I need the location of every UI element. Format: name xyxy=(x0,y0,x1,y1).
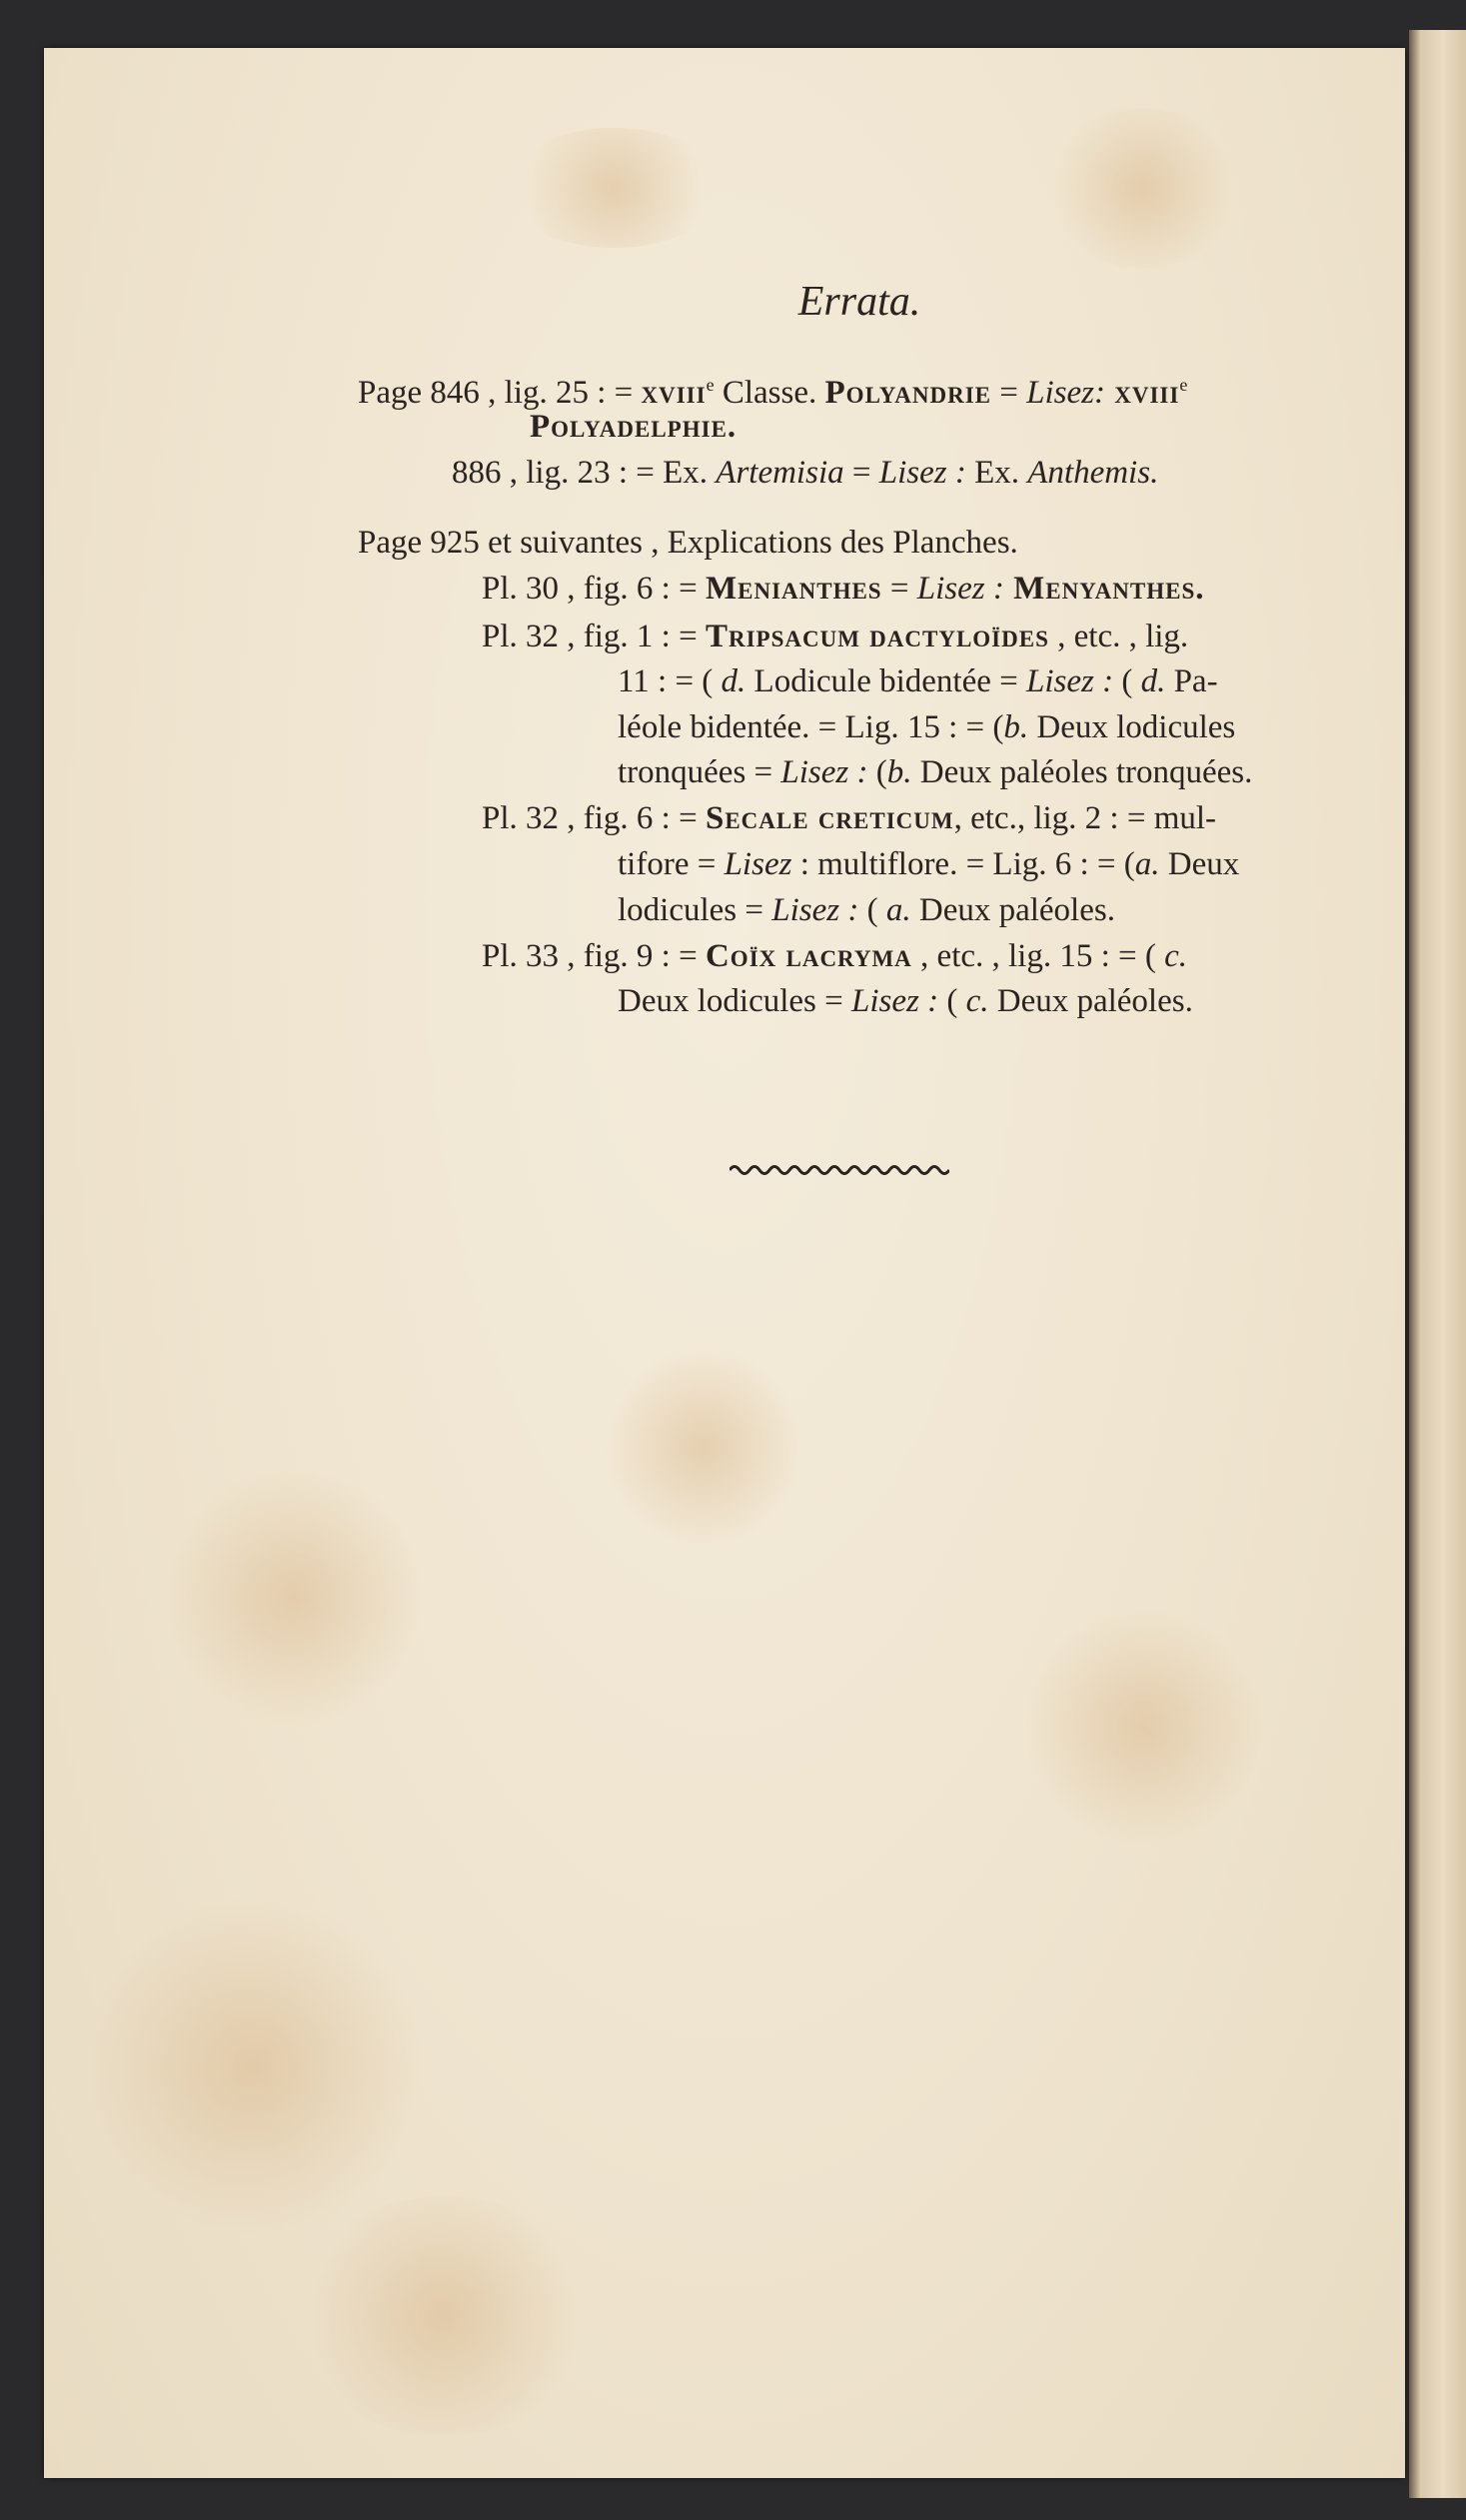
errata-line-1: Page 846 , lig. 25 : = xviii$^e$ Classe. Polyandrie = Lisez: xviii$^e$ xyxy=(358,375,1188,411)
errata-line-14: Deux lodicules = Lisez : ( c. Deux paléoles. xyxy=(618,983,1193,1019)
errata-line-5: Pl. 30 , fig. 6 : = Menianthes = Lisez : Menyanthes. xyxy=(482,571,1205,607)
errata-line-7: 11 : = ( d. Lodicule bidentée = Lisez : ( d. Pa- xyxy=(618,663,1218,699)
errata-line-10: Pl. 32 , fig. 6 : = Secale creticum, etc., lig. 2 : = mul- xyxy=(482,800,1217,836)
errata-line-9: tronquées = Lisez : (b. Deux paléoles tronquées. xyxy=(618,754,1253,790)
errata-line-3: 886 , lig. 23 : = Ex. Artemisia = Lisez : Ex. Anthemis. xyxy=(452,455,1159,491)
adjacent-page-edge xyxy=(1409,30,1466,2498)
errata-line-11: tifore = Lisez : multiflore. = Lig. 6 : = (a. Deux xyxy=(618,846,1240,882)
errata-heading: Errata. xyxy=(797,279,921,325)
errata-line-6: Pl. 32 , fig. 1 : = Tripsacum dactyloïdes , etc. , lig. xyxy=(482,619,1189,654)
errata-line-2: Polyadelphie. xyxy=(530,409,737,445)
decorative-wave-rule xyxy=(730,1163,949,1177)
errata-line-13: Pl. 33 , fig. 9 : = Coïx lacryma , etc. , lig. 15 : = ( c. xyxy=(482,938,1188,974)
errata-line-8: léole bidentée. = Lig. 15 : = (b. Deux lodicules xyxy=(618,709,1236,745)
errata-line-12: lodicules = Lisez : ( a. Deux paléoles. xyxy=(618,892,1115,928)
errata-line-4: Page 925 et suivantes , Explications des Planches. xyxy=(358,525,1018,561)
